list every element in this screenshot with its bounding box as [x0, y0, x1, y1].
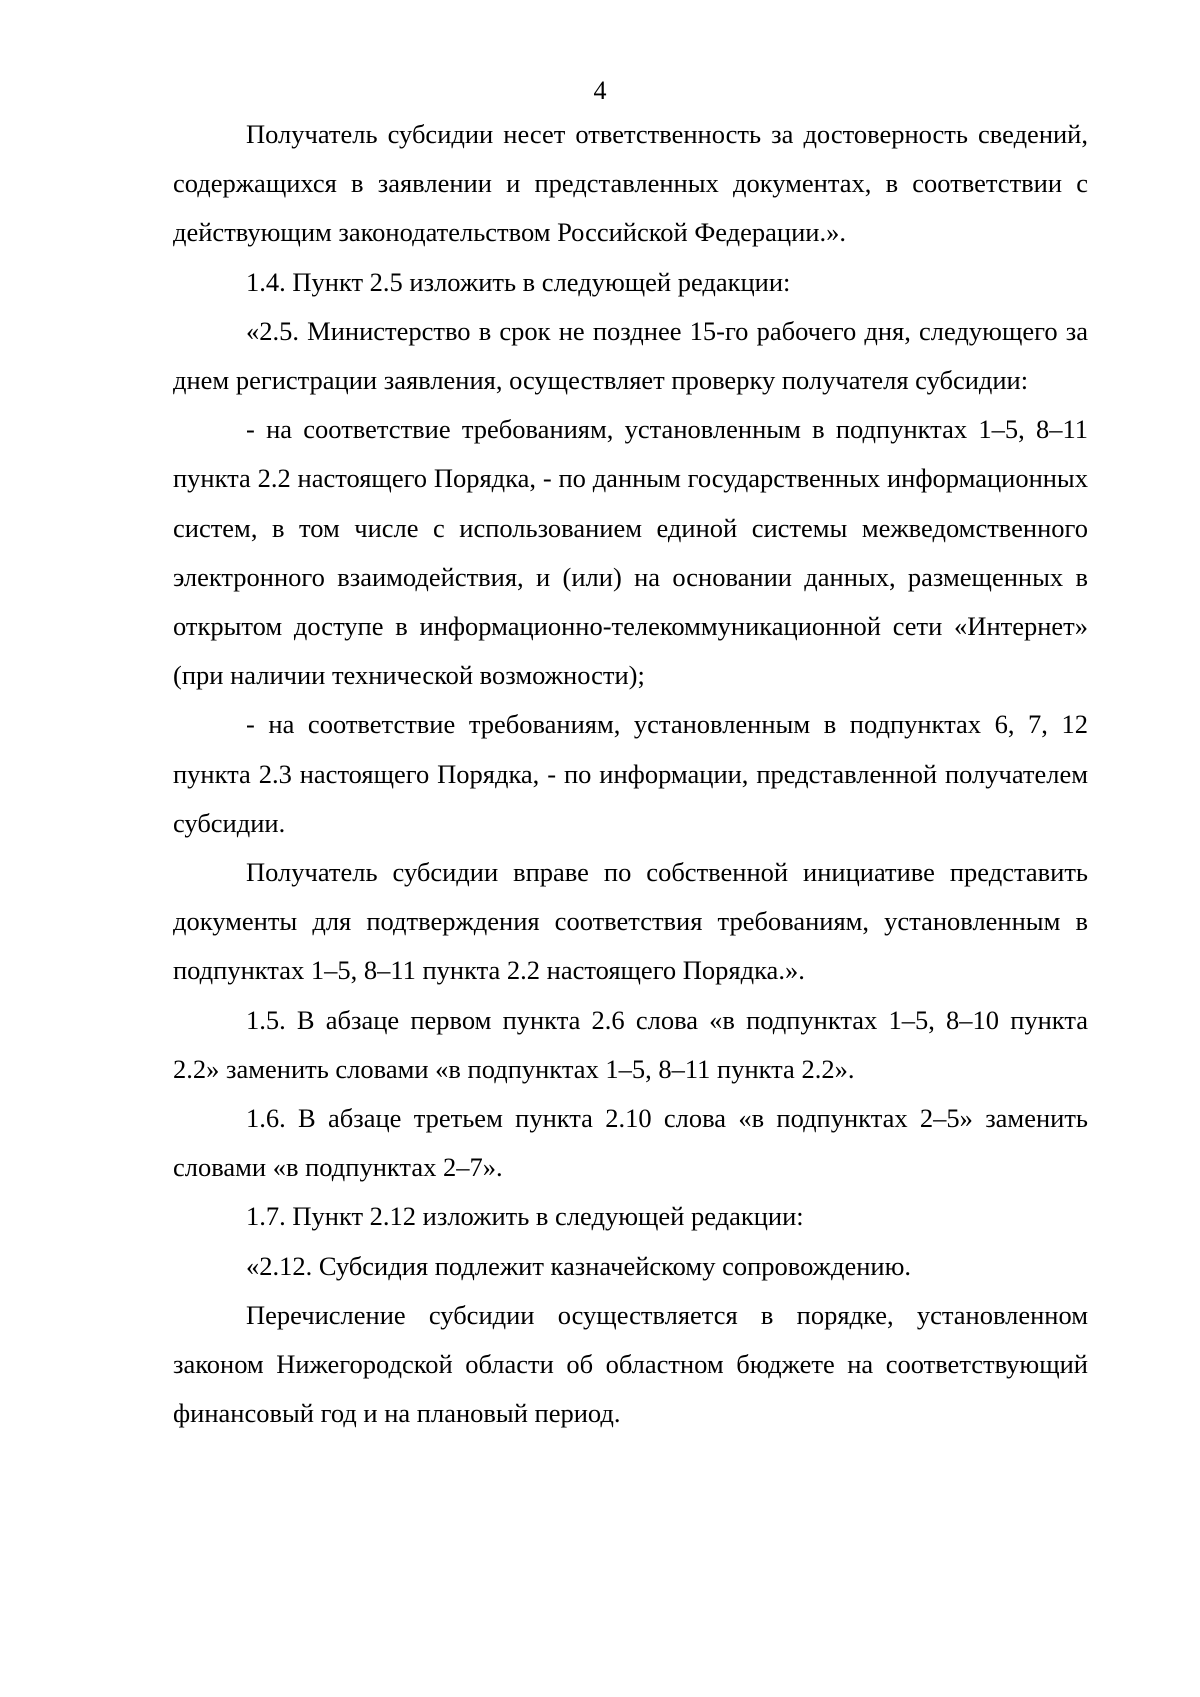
paragraph-item-1-4: 1.4. Пункт 2.5 изложить в следующей редакции: — [246, 266, 791, 297]
paragraph-initiative-documents: Получатель субсидии вправе по собственной инициативе представить документы для подтверждения соответствия требованиям, установленным в подпунктах 1–5, 8–11 пункта 2.2 настоящего Порядка.». — [173, 857, 1088, 986]
paragraph-responsibility: Получатель субсидии несет ответственность за достоверность сведений, содержащихся в заявлении и представленных документах, в соответствии с действующим законодательством Российской Федерации.». — [173, 119, 1088, 248]
paragraph-transfer-procedure: Перечисление субсидии осуществляется в порядке, установленном законом Нижегородской области об областном бюджете на соответствующий финансовый год и на плановый период. — [173, 1299, 1088, 1429]
paragraph-item-1-6: 1.6. В абзаце третьем пункта 2.10 слова «в подпунктах 2–5» заменить словами «в подпунктах 2–7». — [173, 1103, 1088, 1183]
paragraph-item-2-12: «2.12. Субсидия подлежит казначейскому сопровождению. — [246, 1250, 912, 1281]
document-body — [173, 110, 1088, 1438]
page-number: 4 — [593, 76, 607, 105]
paragraph-item-1-5: 1.5. В абзаце первом пункта 2.6 слова «в подпунктах 1–5, 8–10 пункта 2.2» заменить словами «в подпунктах 1–5, 8–11 пункта 2.2». — [173, 1004, 1088, 1084]
paragraph-item-2-5: «2.5. Министерство в срок не позднее 15-го рабочего дня, следующего за днем регистрации заявления, осуществляет проверку получателя субсидии: — [173, 315, 1088, 396]
paragraph-item-1-7: 1.7. Пункт 2.12 изложить в следующей редакции: — [246, 1201, 804, 1232]
paragraph-check-requirements-2-3: - на соответствие требованиям, установленным в подпунктах 6, 7, 12 пункта 2.3 настоящего Порядка, - по информации, представленной получателем субсидии. — [173, 709, 1088, 838]
paragraph-check-requirements-2-2: - на соответствие требованиям, установленным в подпунктах 1–5, 8–11 пункта 2.2 настоящего Порядка, - по данным государственных информационных систем, в том числе с использованием единой системы межведомственного электронного взаимодействия, и (или) на основании данных, размещенных в открытом доступе в информационно-телекоммуникационной сети «Интернет» (при наличии технической возможности); — [173, 414, 1088, 691]
